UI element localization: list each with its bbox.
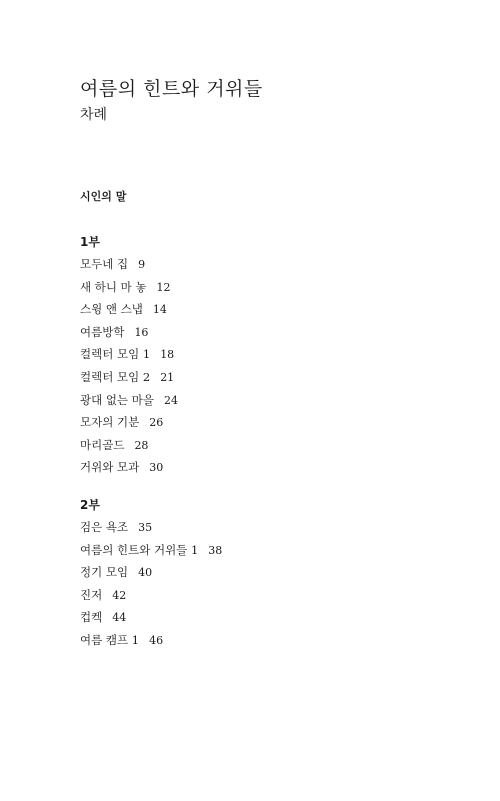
entry-page-number: 40 [138,566,153,580]
entry-page-number: 18 [160,348,175,362]
toc-entry[interactable] [80,325,400,348]
toc-entry-preface[interactable]: 시인의 말 [80,190,127,203]
entry-title: 여름 캠프 1 [80,632,140,647]
entry-title: 여름방학 [80,324,125,339]
entry-title: 마리골드 [80,437,125,452]
toc-label: 차례 [80,107,108,123]
entry-page-number: 21 [160,370,175,384]
book-title: 여름의 힌트와 거위들 [80,78,263,100]
toc-entry[interactable] [80,415,400,438]
toc-entry[interactable] [80,347,400,370]
toc-entry[interactable] [80,610,400,633]
entry-page-number: 35 [138,521,153,534]
entry-page-number: 44 [112,611,127,625]
entry-page-number: 46 [149,633,164,647]
entry-page-number: 30 [149,461,164,475]
entry-title: 컬렉터 모임 2 [80,369,151,384]
entry-title: 검은 욕조 [80,520,129,534]
entry-page-number: 14 [152,303,167,317]
entry-title: 정기 모임 [80,565,129,580]
entry-title: 모두네 집 [80,257,129,271]
entry-page-number: 26 [149,416,164,430]
part-heading: 1부 [80,235,100,249]
toc-entry[interactable] [80,633,400,656]
entry-title: 진저 [80,587,103,602]
entry-title: 모자의 기분 [80,415,140,430]
toc-entry[interactable] [80,370,400,393]
toc-entry[interactable] [80,280,400,303]
entry-page-number: 24 [163,393,178,407]
toc-part-1 [80,235,400,483]
entry-page-number: 12 [156,280,171,294]
entry-page-number: 38 [208,543,223,557]
toc-entry[interactable] [80,565,400,588]
entry-title: 거위와 모과 [80,460,140,475]
toc-entry[interactable] [80,520,400,543]
entry-title: 컬렉터 모임 1 [80,347,151,362]
toc-entry[interactable] [80,302,400,325]
entry-title: 컵켁 [80,610,103,625]
toc-entry[interactable] [80,438,400,461]
toc-entry[interactable] [80,393,400,416]
entry-page-number: 28 [134,438,149,452]
toc-part-2 [80,498,400,656]
part-heading: 2부 [80,498,100,512]
entry-page-number: 9 [138,258,146,271]
toc-entry[interactable] [80,257,400,280]
entry-title: 새 하니 마 놓 [80,279,147,294]
entry-title: 광대 없는 마을 [80,392,154,407]
entry-title: 스윙 앤 스냅 [80,302,143,317]
entry-page-number: 42 [112,588,127,602]
toc-entry[interactable] [80,588,400,611]
toc-entry[interactable] [80,543,400,566]
toc-entry[interactable] [80,460,400,483]
entry-title: 여름의 힌트와 거위들 1 [80,542,199,557]
entry-page-number: 16 [134,325,149,339]
